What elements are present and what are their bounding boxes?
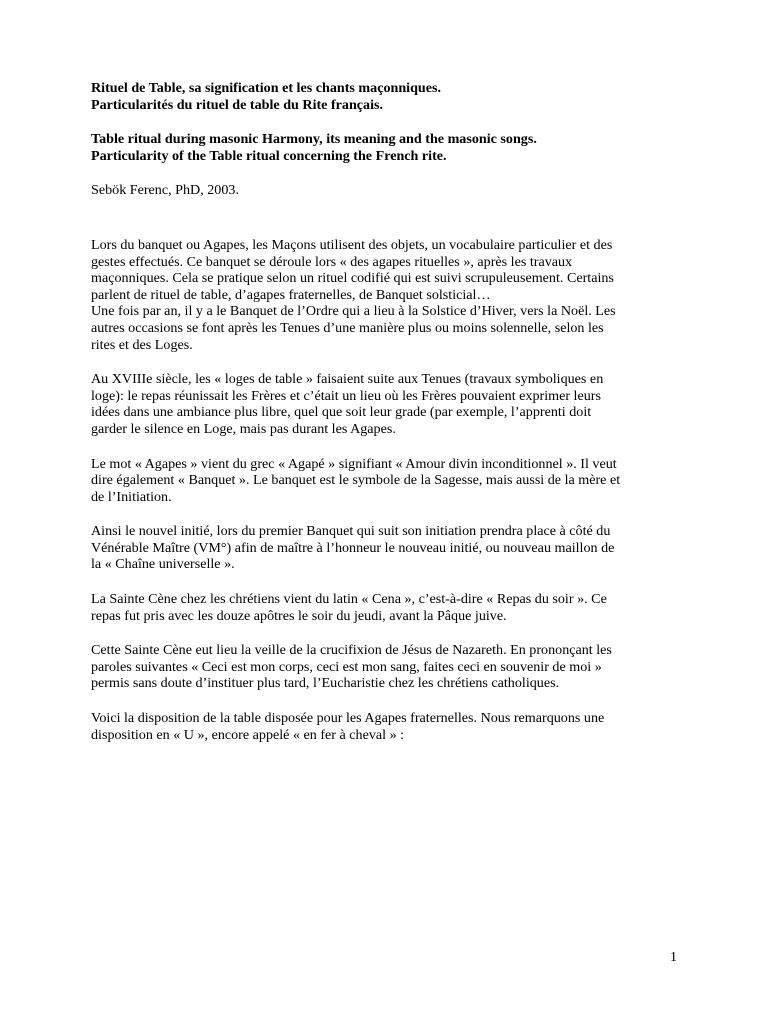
paragraph-line: permis sans doute d’instituer plus tard, l’Eucharistie chez les chrétiens catholiques. <box>91 675 560 692</box>
paragraph-line: Au XVIIIe siècle, les « loges de table » faisaient suite aux Tenues (travaux symboliques en <box>91 371 604 388</box>
paragraph-line: de l’Initiation. <box>91 488 172 505</box>
paragraph-6 <box>91 642 681 692</box>
page-number: 1 <box>670 950 677 965</box>
paragraph-line: dire également « Banquet ». Le banquet est le symbole de la Sagesse, mais aussi de la mère et <box>91 472 621 489</box>
paragraph-line: gestes effectués. Ce banquet se déroule lors « des agapes rituelles », après les travaux <box>91 253 573 270</box>
paragraph-line: garder le silence en Loge, mais pas durant les Agapes. <box>91 420 396 437</box>
paragraph-3 <box>91 456 681 506</box>
title-en-line-2: Particularity of the Table ritual concerning the French rite. <box>91 147 447 164</box>
paragraph-line: parlent de rituel de table, d’agapes fraternelles, de Banquet solsticial… <box>91 286 491 303</box>
paragraph-line: Ainsi le nouvel initié, lors du premier Banquet qui suit son initiation prendra place à côté du <box>91 523 611 540</box>
paragraph-line: repas fut pris avec les douze apôtres le soir du jeudi, avant la Pâque juive. <box>91 607 507 624</box>
title-fr-line-2: Particularités du rituel de table du Rite français. <box>91 96 384 113</box>
paragraph-line: maçonniques. Cela se pratique selon un rituel codifié qui est suivi scrupuleusement. Certains <box>91 270 614 287</box>
paragraph-line: loge): le repas réunissait les Frères et c’était un lieu où les Frères pouvaient exprimer leurs <box>91 387 601 404</box>
paragraph-line: La Sainte Cène chez les chrétiens vient du latin « Cena », c’est-à-dire « Repas du soir ». Ce <box>91 591 607 608</box>
title-fr-line-1: Rituel de Table, sa signification et les chants maçonniques. <box>91 80 442 96</box>
paragraph-line: Voici la disposition de la table disposée pour les Agapes fraternelles. Nous remarquons une <box>91 710 605 727</box>
paragraph-5 <box>91 591 681 624</box>
paragraph-line: Cette Sainte Cène eut lieu la veille de la crucifixion de Jésus de Nazareth. En prononçant les <box>91 642 612 659</box>
paragraph-line: Lors du banquet ou Agapes, les Maçons utilisent des objets, un vocabulaire particulier et des <box>91 236 613 253</box>
paragraph-line: autres occasions se font après les Tenues d’une manière plus ou moins solennelle, selon les <box>91 319 604 336</box>
paragraph-line: Vénérable Maître (VM°) afin de maître à l’honneur le nouveau initié, ou nouveau maillon de <box>91 539 615 556</box>
paragraph-1 <box>91 237 681 353</box>
paragraph-line: idées dans une ambiance plus libre, quel que soit leur grade (par exemple, l’apprenti doit <box>91 404 592 421</box>
paragraph-line: rites et des Loges. <box>91 336 193 353</box>
author-line: Sebök Ferenc, PhD, 2003. <box>91 182 239 199</box>
paragraph-line: la « Chaîne universelle ». <box>91 556 235 573</box>
title-en-line-1: Table ritual during masonic Harmony, its meaning and the masonic songs. <box>91 131 537 148</box>
paragraph-line: Le mot « Agapes » vient du grec « Agapé » signifiant « Amour divin inconditionnel ». Il veut <box>91 455 617 472</box>
document-title <box>91 80 681 113</box>
paragraph-line: paroles suivantes « Ceci est mon corps, ceci est mon sang, faites ceci en souvenir de moi » <box>91 658 602 675</box>
document-title-english <box>91 131 681 164</box>
paragraph-7 <box>91 710 681 743</box>
document-page <box>91 80 681 761</box>
paragraph-line: Une fois par an, il y a le Banquet de l’Ordre qui a lieu à la Solstice d’Hiver, vers la Noël. Les <box>91 303 616 320</box>
paragraph-4 <box>91 523 681 573</box>
paragraph-line: disposition en « U », encore appelé « en fer à cheval » : <box>91 726 405 743</box>
paragraph-2 <box>91 371 681 437</box>
